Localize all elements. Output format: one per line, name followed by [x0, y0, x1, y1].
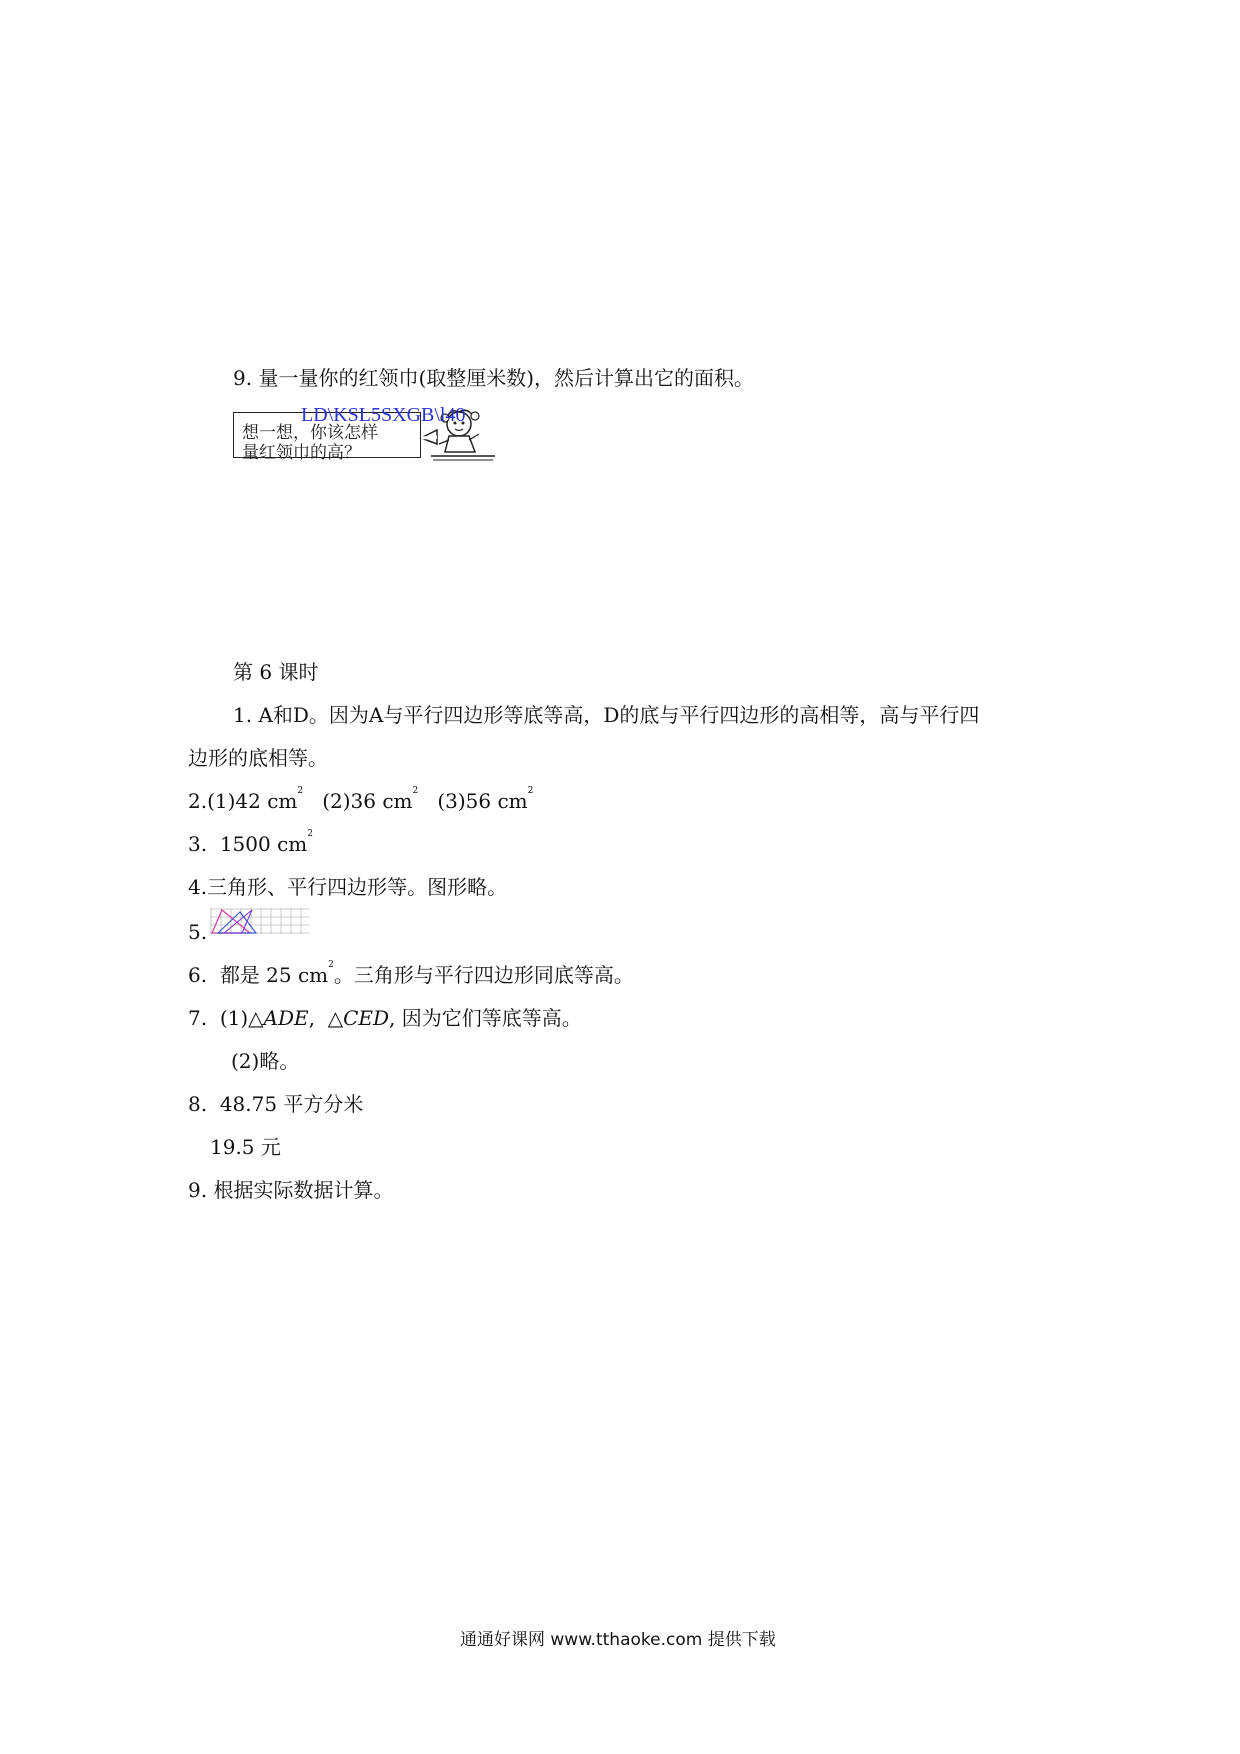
superscript: 2 [328, 960, 334, 970]
footer-text: 通通好课网 www.tthaoke.com 提供下载 [460, 1630, 776, 1650]
bubble-line-1: 想一想，你该怎样 [242, 423, 378, 443]
answer-5 [188, 922, 207, 942]
answer-8 [188, 1094, 363, 1114]
answer-3-value: 1500 cm [219, 832, 308, 856]
answer-2-prefix: 2. [188, 789, 208, 813]
speech-bubble-figure [233, 404, 499, 462]
answer-7-reason: , 因为它们等底等高。 [389, 1006, 582, 1030]
answer-7-prefix: 7. [188, 1006, 208, 1030]
triangle-ade: △ADE [248, 1006, 309, 1030]
answer-2-part-2: (2)36 cm [322, 789, 413, 813]
answer-7-part-1-label: (1) [219, 1006, 249, 1030]
superscript: 2 [297, 786, 304, 796]
code-overlay: LD\KSL5SXGB\l40 [301, 404, 466, 426]
answer-2-part-1: (1)42 cm [207, 789, 298, 813]
lesson-heading: 第 6 课时 [233, 660, 319, 684]
superscript: 2 [527, 786, 534, 796]
superscript: 2 [307, 829, 313, 839]
answer-3-prefix: 3. [188, 832, 208, 856]
answer-7-separator: , [308, 1006, 315, 1030]
answer-2-part-3: (3)56 cm [437, 789, 528, 813]
answer-8-prefix: 8. [188, 1092, 208, 1116]
answer-9: 9. 根据实际数据计算。 [188, 1178, 394, 1202]
answer-6-value: 都是 25 cm [219, 963, 329, 987]
answer-1-line-1: 1. A和D。因为A与平行四边形等底等高，D的底与平行四边形的高相等，高与平行四 [233, 703, 980, 727]
superscript: 2 [412, 786, 419, 796]
answer-6-prefix: 6. [188, 963, 208, 987]
answer-4: 4.三角形、平行四边形等。图形略。 [188, 875, 508, 899]
answer-5-prefix: 5. [188, 920, 208, 944]
answer-6-suffix: 。三角形与平行四边形同底等高。 [333, 963, 634, 987]
answer-3 [188, 829, 313, 856]
answer-6 [188, 960, 634, 987]
answer-1-line-2: 边形的底相等。 [188, 746, 328, 770]
answer-8-line-2: 19.5 元 [210, 1135, 281, 1159]
triangle-ced: △CED [327, 1006, 390, 1030]
answer-7-part-2: (2)略。 [231, 1049, 300, 1073]
answer-8-value: 48.75 平方分米 [219, 1092, 364, 1116]
bubble-line-2: 量红领巾的高？ [242, 443, 361, 463]
question-9-text: 9. 量一量你的红领巾(取整厘米数)，然后计算出它的面积。 [233, 366, 755, 390]
grid-triangle-figure [210, 908, 310, 934]
answer-7-part-1 [188, 1008, 582, 1028]
answer-2 [188, 786, 534, 813]
